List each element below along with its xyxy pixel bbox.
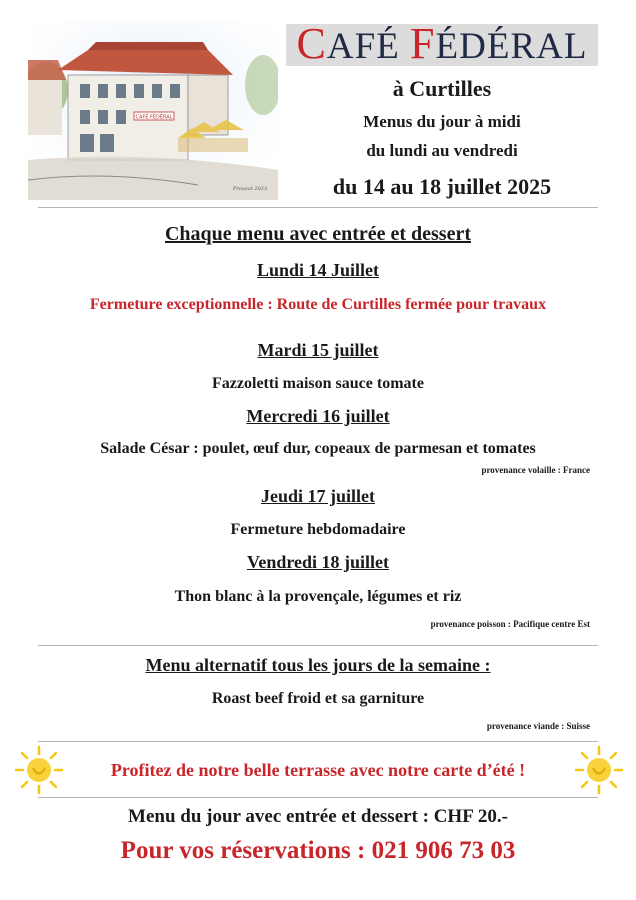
divider [38,797,598,798]
alternative-menu-title: Menu alternatif tous les jours de la semaine : [145,655,491,675]
day-dish-friday: Thon blanc à la provençale, légumes et riz [174,588,462,605]
terrace-promo: Profitez de notre belle terrasse avec notre carte d’été ! [110,760,526,780]
menu-line-2: du lundi au vendredi [366,141,518,160]
day-label-tuesday: Mardi 15 juillet [257,340,379,360]
day-label-monday: Lundi 14 Juillet [256,260,380,280]
intro-heading: Chaque menu avec entrée et dessert [164,223,472,245]
location-subtitle: à Curtilles [392,76,492,101]
reservation-phone: Pour vos réservations : 021 906 73 03 [120,837,516,864]
day-note-friday: provenance poisson : Pacifique centre Est [430,619,590,629]
alternative-menu-note: provenance viande : Suisse [486,721,590,731]
title-part-afe: AFÉ [326,26,411,67]
day-label-thursday: Jeudi 17 juillet [260,486,375,506]
day-note-wednesday: provenance volaille : France [481,465,590,475]
divider [38,645,598,646]
day-dish-tuesday: Fazzoletti maison sauce tomate [212,375,424,392]
day-dish-monday: Fermeture exceptionnelle : Route de Curtilles fermée pour travaux [89,296,547,313]
illustration-signature: Prouvot 2023 [233,186,268,192]
day-label-friday: Vendredi 18 juillet [246,552,389,572]
price-line: Menu du jour avec entrée et dessert : CHF 20.- [128,806,508,827]
day-dish-thursday: Fermeture hebdomadaire [230,521,406,538]
title-part-ederal: ÉDÉRAL [435,26,588,67]
alternative-menu-dish: Roast beef froid et sa garniture [211,690,425,707]
cafe-title [286,19,598,69]
title-initial-c: C [296,19,327,68]
day-label-wednesday: Mercredi 16 juillet [246,406,390,426]
menu-line-1: Menus du jour à midi [363,112,521,131]
day-dish-wednesday: Salade César : poulet, œuf dur, copeaux de parmesan et tomates [100,440,536,457]
cafe-building-illustration [28,20,278,200]
divider [38,207,598,208]
week-dates: du 14 au 18 juillet 2025 [332,174,552,199]
illustration-sign-text: CAFÉ FÉDÉRAL [135,114,173,121]
title-initial-f: F [410,19,436,68]
divider [38,741,598,742]
